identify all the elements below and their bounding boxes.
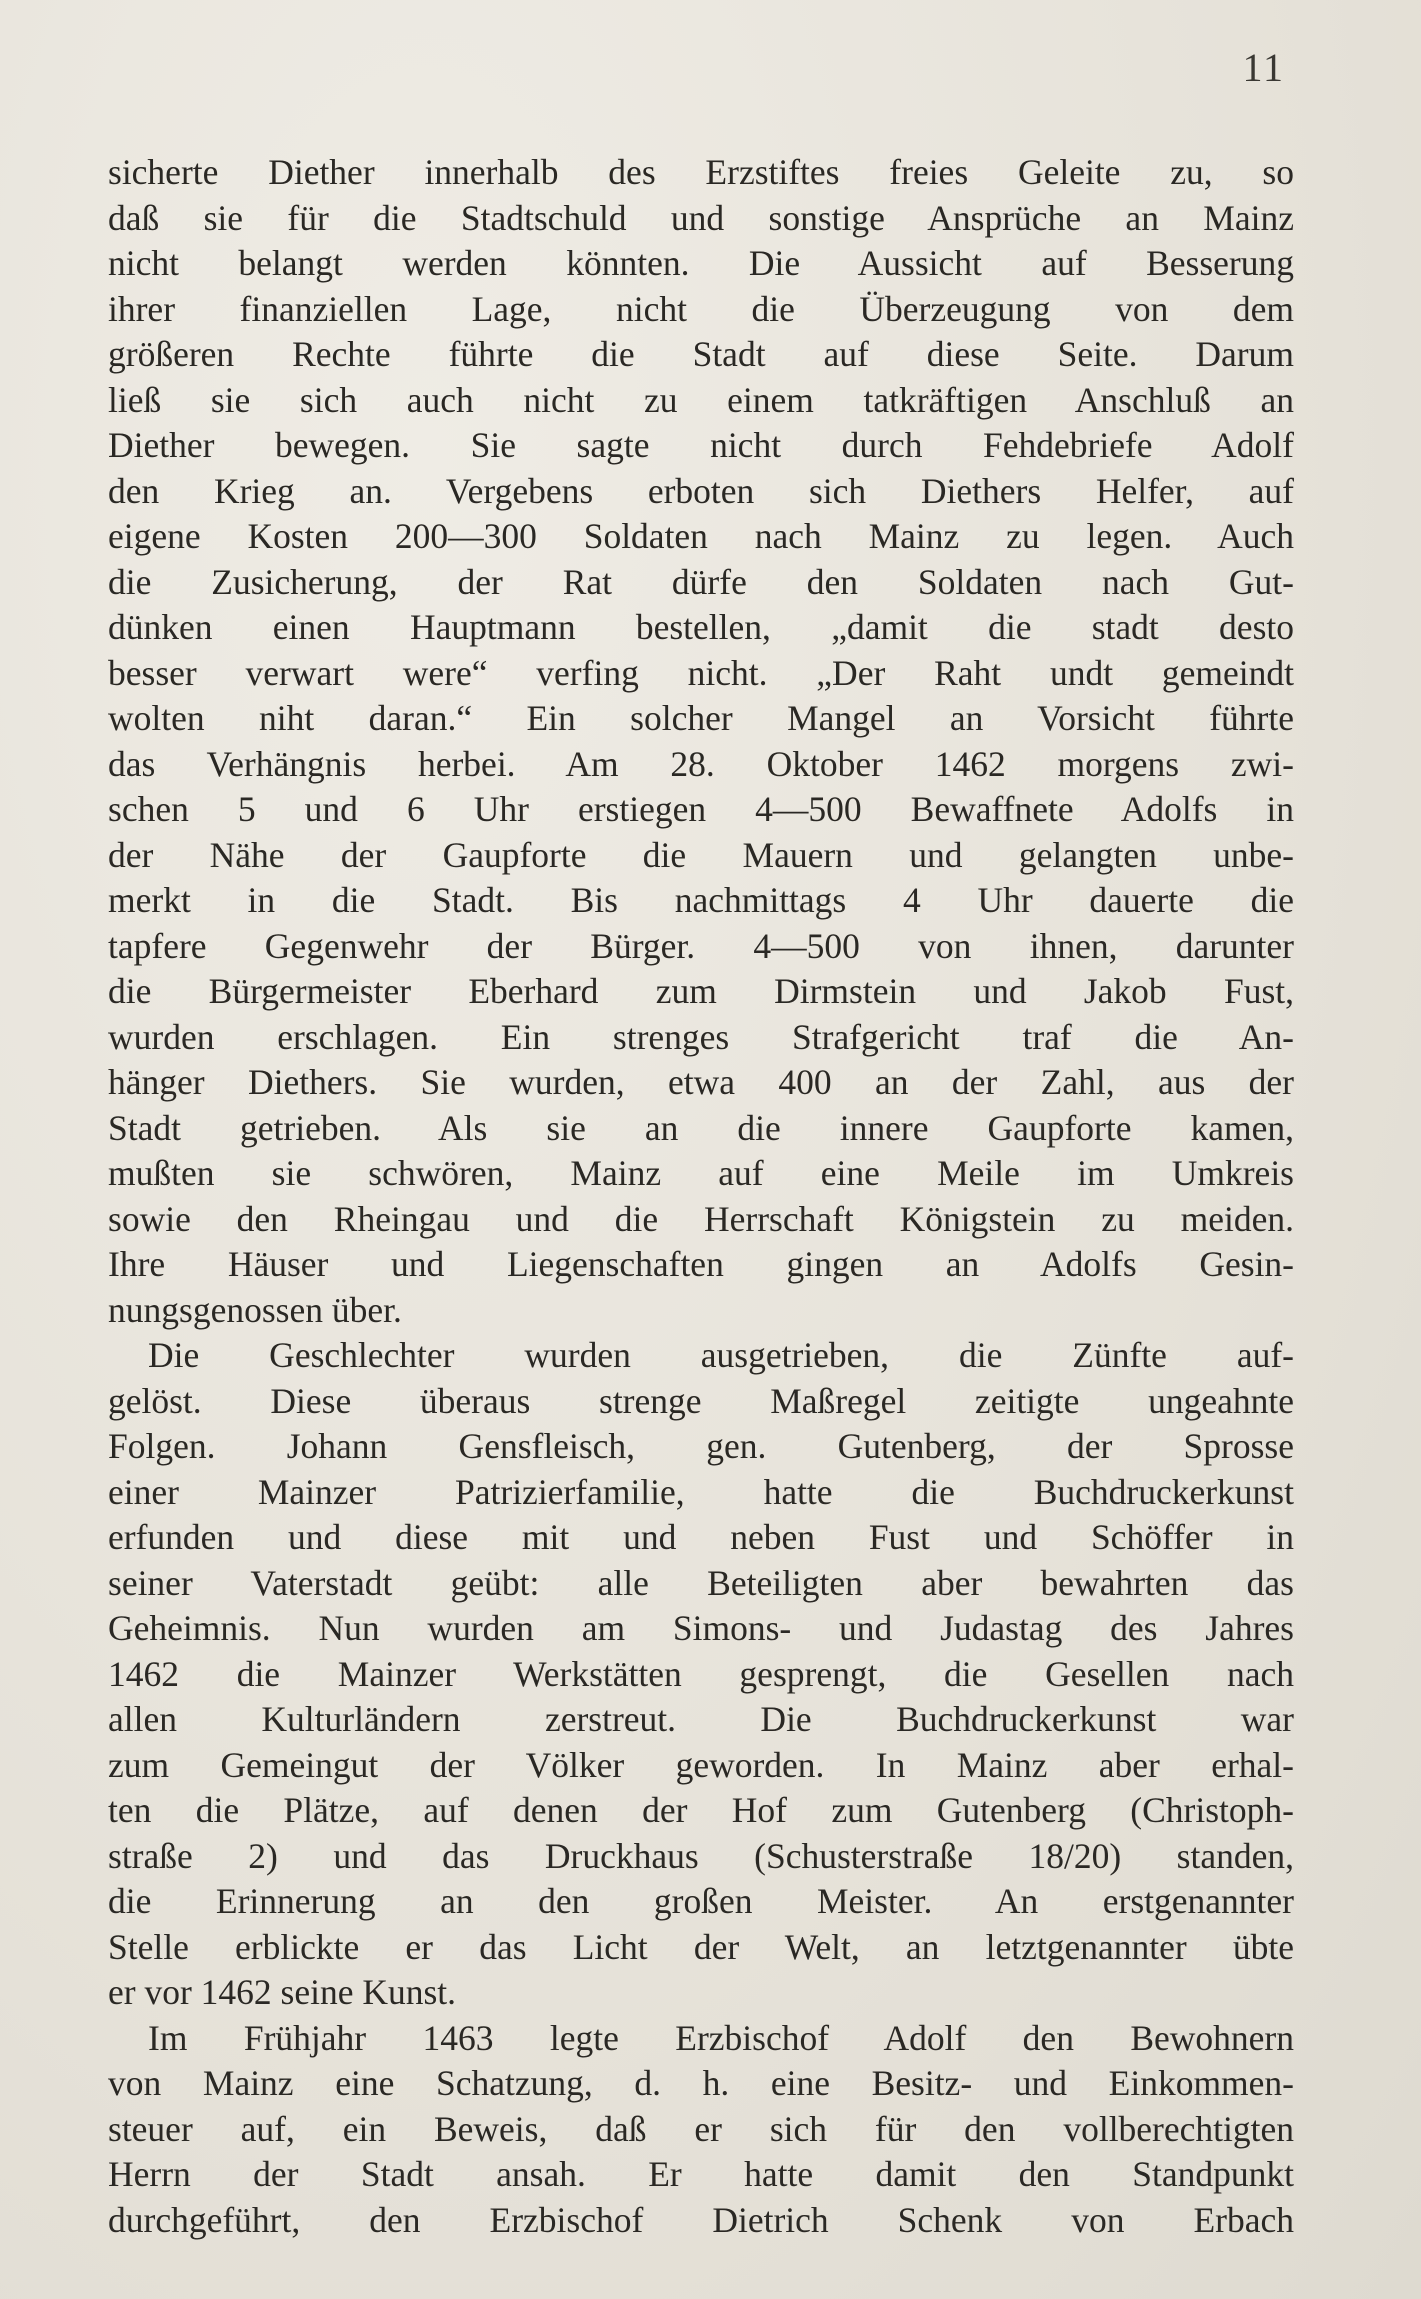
- text-line: dünken einen Hauptmann bestellen, „damit die stadt desto: [108, 607, 1294, 647]
- text-line: nungsgenossen über.: [108, 1289, 402, 1330]
- text-line: den Krieg an. Vergebens erboten sich Diethers Helfer, auf: [108, 470, 1294, 511]
- text-line: sowie den Rheingau und die Herrschaft Königstein zu meiden.: [108, 1198, 1294, 1239]
- text-line: wurden erschlagen. Ein strenges Strafgericht traf die An-: [108, 1016, 1294, 1057]
- page-number: 11: [1242, 45, 1285, 90]
- text-line: das Verhängnis herbei. Am 28. Oktober 1462 morgens zwi-: [108, 743, 1294, 784]
- text-line: sicherte Diether innerhalb des Erzstiftes freies Geleite zu, so: [108, 152, 1294, 192]
- text-line: Stelle erblickte er das Licht der Welt, an letztgenannter übte: [108, 1926, 1294, 1967]
- text-line: ließ sie sich auch nicht zu einem tatkräftigen Anschluß an: [108, 379, 1294, 420]
- text-line: Ihre Häuser und Liegenschaften gingen an Adolfs Gesin-: [108, 1244, 1294, 1284]
- text-line: schen 5 und 6 Uhr erstiegen 4—500 Bewaffnete Adolfs in: [108, 789, 1294, 829]
- text-line: Die Geschlechter wurden ausgetrieben, die Zünfte auf-: [148, 1335, 1294, 1375]
- text-line: durchgeführt, den Erzbischof Dietrich Schenk von Erbach: [108, 2199, 1294, 2240]
- text-line: größeren Rechte führte die Stadt auf diese Seite. Darum: [108, 334, 1294, 374]
- text-line: Herrn der Stadt ansah. Er hatte damit den Standpunkt: [108, 2154, 1294, 2194]
- text-line: ihrer finanziellen Lage, nicht die Überzeugung von dem: [108, 288, 1294, 329]
- text-line: der Nähe der Gaupforte die Mauern und gelangten unbe-: [108, 834, 1294, 875]
- text-line: einer Mainzer Patrizierfamilie, hatte die Buchdruckerkunst: [108, 1471, 1294, 1512]
- text-line: Geheimnis. Nun wurden am Simons- und Judastag des Jahres: [108, 1608, 1294, 1648]
- text-line: allen Kulturländern zerstreut. Die Buchdruckerkunst war: [108, 1699, 1294, 1739]
- text-line: Stadt getrieben. Als sie an die innere Gaupforte kamen,: [108, 1107, 1294, 1148]
- text-line: er vor 1462 seine Kunst.: [108, 1972, 457, 2012]
- body-text: [108, 150, 1294, 2243]
- text-line: 1462 die Mainzer Werkstätten gesprengt, die Gesellen nach: [108, 1653, 1294, 1694]
- text-line: die Zusicherung, der Rat dürfe den Soldaten nach Gut-: [108, 561, 1294, 602]
- text-line: straße 2) und das Druckhaus (Schusterstraße 18/20) standen,: [108, 1835, 1294, 1876]
- text-line: mußten sie schwören, Mainz auf eine Meile im Umkreis: [108, 1153, 1294, 1193]
- text-line: gelöst. Diese überaus strenge Maßregel zeitigte ungeahnte: [108, 1380, 1294, 1421]
- text-line: von Mainz eine Schatzung, d. h. eine Besitz- und Einkommen-: [108, 2063, 1294, 2103]
- text-line: eigene Kosten 200—300 Soldaten nach Mainz zu legen. Auch: [108, 516, 1294, 556]
- text-line: Im Frühjahr 1463 legte Erzbischof Adolf den Bewohnern: [148, 2017, 1294, 2058]
- text-line: wolten niht daran.“ Ein solcher Mangel an Vorsicht führte: [108, 698, 1294, 738]
- text-line: die Bürgermeister Eberhard zum Dirmstein und Jakob Fust,: [108, 971, 1294, 1011]
- text-line: steuer auf, ein Beweis, daß er sich für den vollberechtigten: [108, 2108, 1294, 2149]
- text-line: nicht belangt werden könnten. Die Aussicht auf Besserung: [108, 243, 1294, 283]
- text-line: Folgen. Johann Gensfleisch, gen. Gutenberg, der Sprosse: [108, 1426, 1294, 1466]
- text-line: tapfere Gegenwehr der Bürger. 4—500 von ihnen, darunter: [108, 925, 1294, 966]
- text-line: merkt in die Stadt. Bis nachmittags 4 Uhr dauerte die: [108, 880, 1294, 920]
- text-line: daß sie für die Stadtschuld und sonstige Ansprüche an Mainz: [108, 197, 1294, 238]
- text-line: Diether bewegen. Sie sagte nicht durch Fehdebriefe Adolf: [108, 425, 1294, 465]
- text-line: ten die Plätze, auf denen der Hof zum Gutenberg (Christoph-: [108, 1790, 1294, 1830]
- text-line: besser verwart were“ verfing nicht. „Der Raht undt gemeindt: [108, 652, 1294, 693]
- text-line: hänger Diethers. Sie wurden, etwa 400 an der Zahl, aus der: [108, 1062, 1294, 1102]
- text-line: zum Gemeingut der Völker geworden. In Mainz aber erhal-: [108, 1744, 1294, 1785]
- text-line: seiner Vaterstadt geübt: alle Beteiligten aber bewahrten das: [108, 1562, 1294, 1603]
- text-line: die Erinnerung an den großen Meister. An erstgenannter: [108, 1881, 1294, 1921]
- text-line: erfunden und diese mit und neben Fust und Schöffer in: [108, 1517, 1294, 1557]
